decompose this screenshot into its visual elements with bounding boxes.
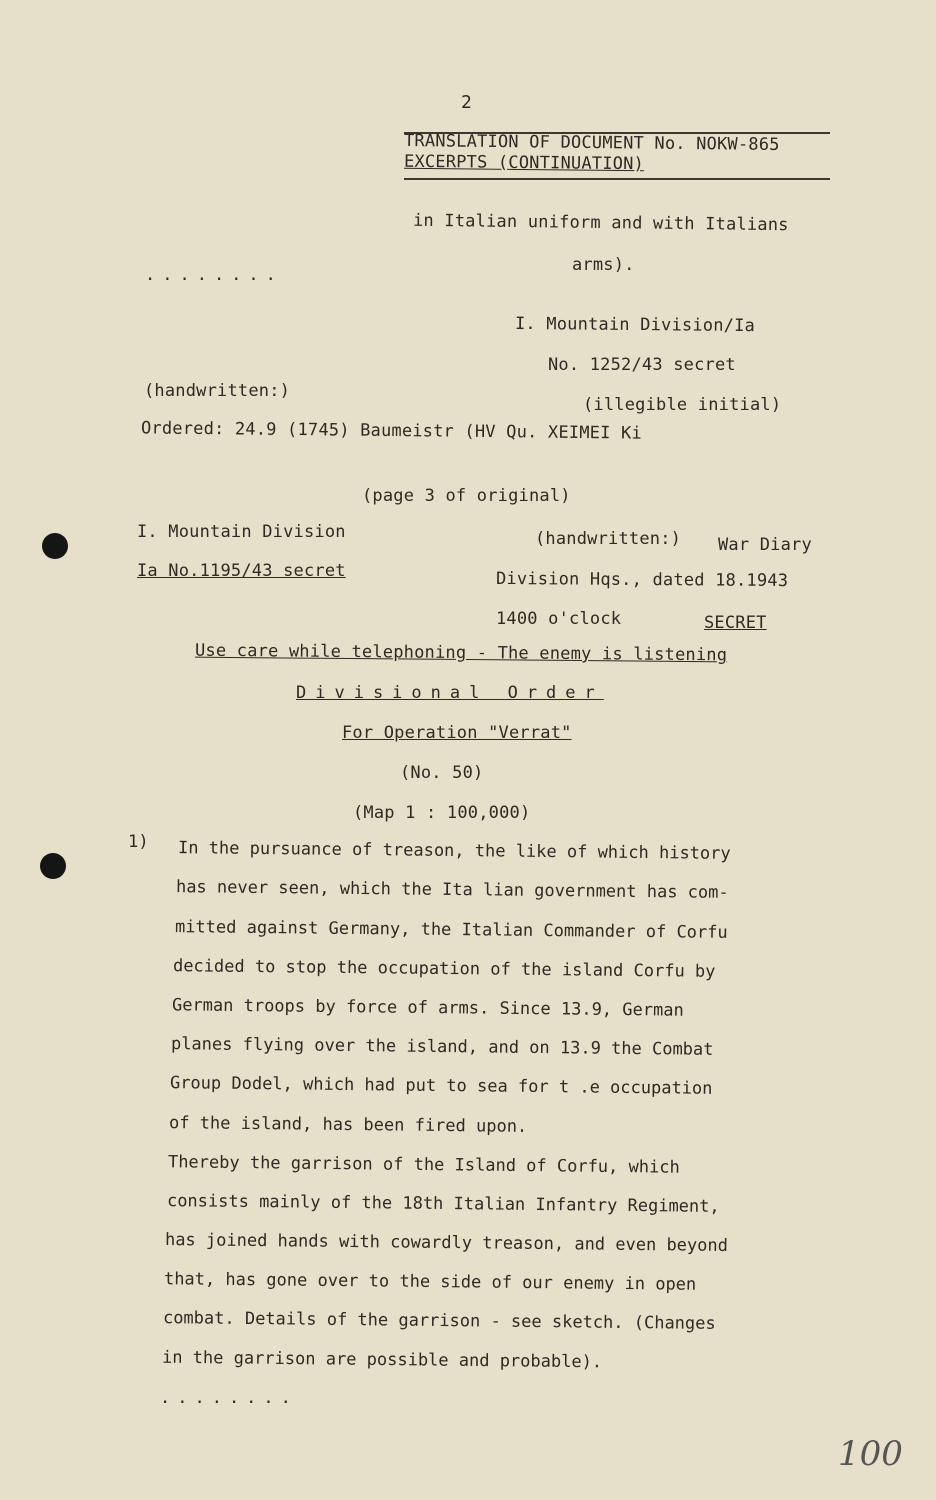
body-line-10: consists mainly of the 18th Italian Infantry Regiment,	[166, 1191, 720, 1217]
order-title: Divisional Order	[296, 683, 604, 703]
header-subtitle: EXCERPTS (CONTINUATION)	[403, 151, 645, 175]
page-number: 2	[461, 92, 473, 113]
body-line-11: has joined hands with cowardly treason, and even beyond	[164, 1230, 729, 1256]
page-of-original: (page 3 of original)	[362, 486, 571, 506]
header-title: TRANSLATION OF DOCUMENT No. NOKW-865	[403, 131, 780, 155]
body-line-1: In the pursuance of treason, the like of which history	[177, 838, 731, 864]
division-hqs-date: Division Hqs., dated 18.1943	[495, 568, 789, 592]
body-line-13: combat. Details of the garrison - see sketch. (Changes	[162, 1308, 716, 1334]
telephone-warning: Use care while telephoning - The enemy is listening	[194, 640, 728, 666]
left-ref-number: Ia No.1195/43 secret	[137, 561, 346, 581]
order-number: (No. 50)	[400, 763, 484, 783]
ellipsis-top: ........	[145, 265, 283, 285]
illegible-initial: (illegible initial)	[583, 395, 782, 415]
intro-line-2: arms).	[572, 255, 635, 275]
header-bottom-rule	[404, 178, 830, 180]
body-line-9: Thereby the garrison of the Island of Corfu, which	[167, 1152, 680, 1178]
punch-hole-bottom	[40, 853, 66, 879]
body-line-7: Group Dodel, which had put to sea for t .e occupation	[169, 1073, 713, 1099]
body-line-8: of the island, has been fired upon.	[168, 1113, 528, 1137]
body-line-2: has never seen, which the Ita lian government has com-	[175, 877, 729, 903]
body-line-4: decided to stop the occupation of the island Corfu by	[172, 956, 716, 982]
map-scale: (Map 1 : 100,000)	[353, 803, 531, 823]
body-line-5: German troops by force of arms. Since 13.9, German	[171, 995, 684, 1021]
ordered-line: Ordered: 24.9 (1745) Baumeistr (HV Qu. XEIMEI Ki	[140, 418, 642, 444]
archive-number: 100	[838, 1434, 903, 1474]
body-line-12: that, has gone over to the side of our enemy in open	[163, 1269, 697, 1295]
left-ref-division: I. Mountain Division	[137, 522, 346, 542]
ref-number: No. 1252/43 secret	[548, 355, 736, 375]
section-number: 1)	[128, 832, 149, 852]
body-line-3: mitted against Germany, the Italian Commander of Corfu	[174, 917, 728, 943]
right-ref-handwritten: (handwritten:)	[535, 529, 682, 549]
operation-name: For Operation "Verrat"	[342, 723, 572, 743]
secret-label: SECRET	[704, 613, 767, 633]
body-line-6: planes flying over the island, and on 13.9 the Combat	[170, 1034, 714, 1060]
time: 1400 o'clock	[496, 609, 622, 629]
ref-division: I. Mountain Division/Ia	[514, 313, 756, 337]
intro-line-1: in Italian uniform and with Italians	[412, 210, 789, 236]
ellipsis-bottom: ........	[160, 1388, 298, 1408]
body-line-14: in the garrison are possible and probable).	[161, 1347, 603, 1373]
punch-hole-top	[42, 533, 68, 559]
war-diary: War Diary	[718, 535, 812, 555]
handwritten-label: (handwritten:)	[144, 381, 291, 401]
